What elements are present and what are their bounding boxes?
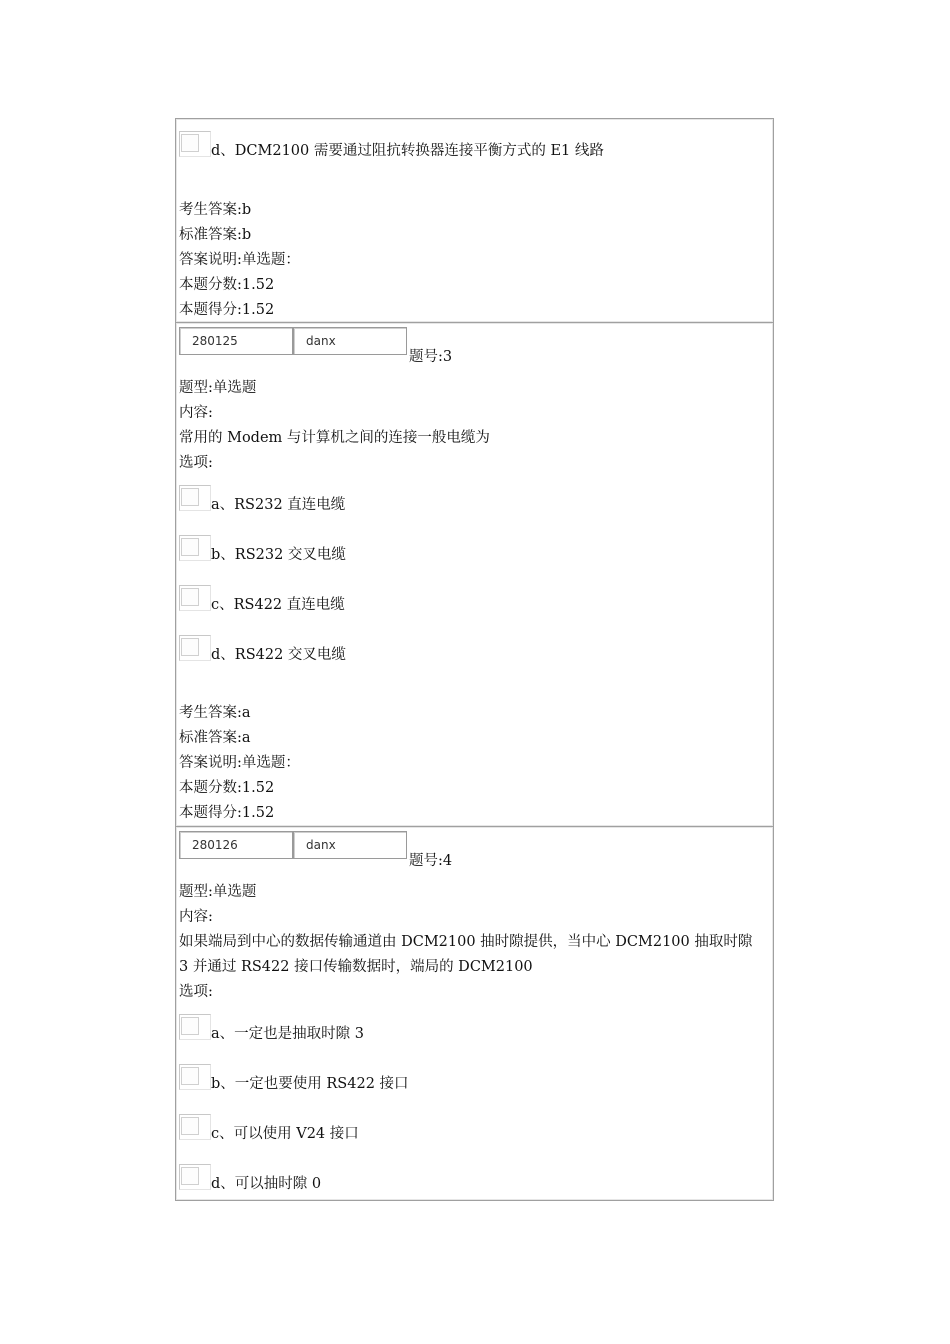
option-a-checkbox[interactable] bbox=[179, 485, 211, 511]
option-d-checkbox[interactable] bbox=[179, 1164, 211, 1190]
option-c-checkbox[interactable] bbox=[179, 1114, 211, 1140]
option-d-label: d、RS422 交叉电缆 bbox=[211, 647, 346, 663]
question-number: 题号:4 bbox=[409, 853, 453, 869]
option-a-label: a、一定也是抽取时隙 3 bbox=[211, 1026, 364, 1042]
option-d-label: d、DCM2100 需要通过阻抗转换器连接平衡方式的 E1 线路 bbox=[211, 143, 604, 159]
option-b-label: b、RS232 交叉电缆 bbox=[211, 547, 346, 563]
answer-explanation: 答案说明:单选题： bbox=[179, 252, 300, 268]
option-c-label: c、RS422 直连电缆 bbox=[211, 597, 345, 613]
option-a-checkbox[interactable] bbox=[179, 1014, 211, 1040]
question-content: 常用的 Modem 与计算机之间的连接一般电缆为 bbox=[179, 430, 490, 446]
option-d-label: d、可以抽时隙 0 bbox=[211, 1176, 322, 1192]
content-label: 内容: bbox=[179, 909, 213, 925]
earned-score: 本题得分:1.52 bbox=[179, 805, 275, 821]
question-score: 本题分数:1.52 bbox=[179, 780, 275, 796]
content-label: 内容: bbox=[179, 405, 213, 421]
standard-answer: 标准答案:a bbox=[179, 730, 251, 746]
question-type-code-field[interactable]: danx bbox=[293, 831, 407, 859]
question-content-line-2: 3 并通过 RS422 接口传输数据时，端局的 DCM2100 bbox=[179, 959, 533, 975]
question-type-code-field[interactable]: danx bbox=[293, 327, 407, 355]
student-answer: 考生答案:a bbox=[179, 705, 251, 721]
answer-explanation: 答案说明:单选题： bbox=[179, 755, 300, 771]
option-a-label: a、RS232 直连电缆 bbox=[211, 497, 346, 513]
earned-score: 本题得分:1.52 bbox=[179, 302, 275, 318]
question-type: 题型:单选题 bbox=[179, 380, 257, 396]
option-d-checkbox[interactable] bbox=[179, 131, 211, 157]
question-block-3 bbox=[175, 322, 774, 827]
question-type: 题型:单选题 bbox=[179, 884, 257, 900]
question-number: 题号:3 bbox=[409, 349, 453, 365]
option-b-checkbox[interactable] bbox=[179, 1064, 211, 1090]
options-label: 选项: bbox=[179, 984, 213, 1000]
question-id-field[interactable]: 280125 bbox=[179, 327, 293, 355]
student-answer: 考生答案:b bbox=[179, 202, 252, 218]
question-score: 本题分数:1.52 bbox=[179, 277, 275, 293]
option-b-checkbox[interactable] bbox=[179, 535, 211, 561]
option-c-label: c、可以使用 V24 接口 bbox=[211, 1126, 359, 1142]
question-id-field[interactable]: 280126 bbox=[179, 831, 293, 859]
options-label: 选项: bbox=[179, 455, 213, 471]
question-block-2 bbox=[175, 118, 774, 323]
question-block-4 bbox=[175, 826, 774, 1201]
question-content-line-1: 如果端局到中心的数据传输通道由 DCM2100 抽时隙提供，当中心 DCM2100 抽取时隙 bbox=[179, 934, 753, 950]
option-d-checkbox[interactable] bbox=[179, 635, 211, 661]
standard-answer: 标准答案:b bbox=[179, 227, 252, 243]
option-b-label: b、一定也要使用 RS422 接口 bbox=[211, 1076, 409, 1092]
option-c-checkbox[interactable] bbox=[179, 585, 211, 611]
